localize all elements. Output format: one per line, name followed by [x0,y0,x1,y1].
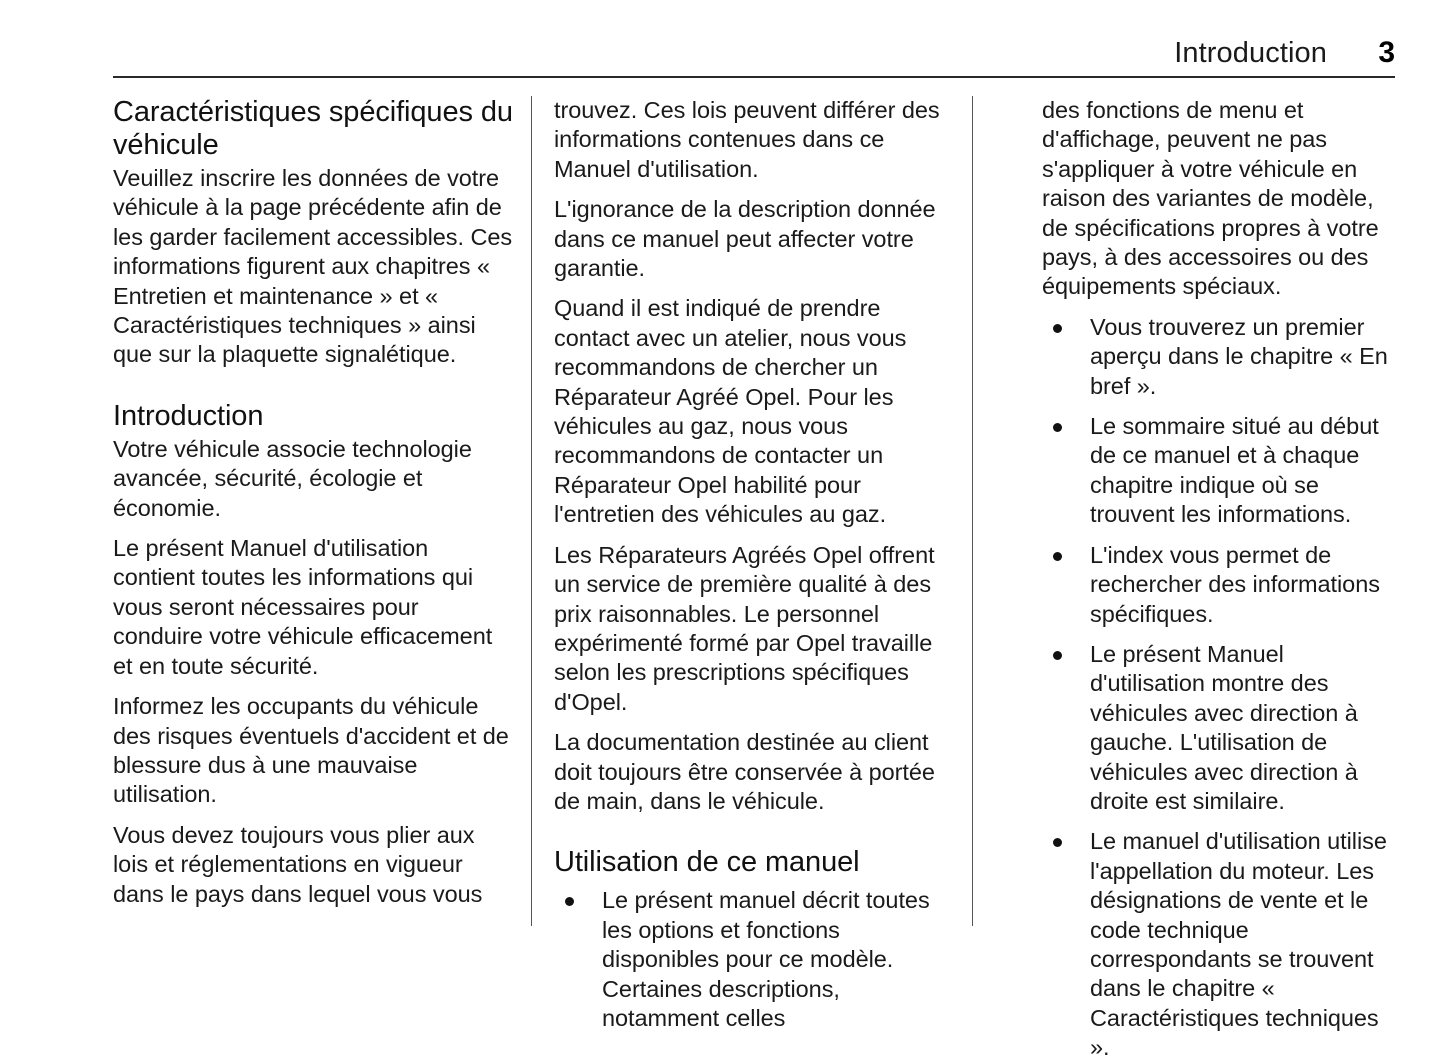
list-item [1042,827,1397,1062]
paragraph-c2-4: Les Réparateurs Agréés Opel offrent un service de première qualité à des prix raisonnables. Le personnel expérimenté formé par Opel travaille selon les prescriptions spécifiques d'Opel. [554,541,935,715]
section-heading-caracteristiques: Caractéristiques spécifiques du véhicule [113,96,513,161]
text-column-2 [554,96,954,1031]
list-item [1042,541,1397,629]
paragraph-c1-2: Votre véhicule associe technologie avancée, sécurité, écologie et économie. [113,435,472,521]
bullet-dot-icon [1053,838,1062,847]
page-title: Introduction [1174,37,1327,69]
paragraph-c2-2: L'ignorance de la description donnée dans ce manuel peut affecter votre garantie. [554,196,936,282]
text-column-1 [113,96,513,928]
bullet-dot-icon [1053,552,1062,561]
bullet-dot-icon [1053,324,1062,333]
list-item-text: L'index vous permet de rechercher des informations spécifiques. [1090,541,1380,627]
list-item [1042,640,1397,816]
paragraph-c2-1: trouvez. Ces lois peuvent différer des informations contenues dans ce Manuel d'utilisation. [554,97,940,182]
column-divider-2 [972,96,973,926]
list-item [554,886,954,1033]
list-item-text: Le sommaire situé au début de ce manuel et à chaque chapitre indique où se trouvent les informations. [1090,413,1379,528]
section-heading-introduction: Introduction [113,399,264,432]
list-item-text: Le présent manuel décrit toutes les options et fonctions disponibles pour ce modèle. Certaines descriptions, notamment celles [602,887,930,1031]
paragraph-c1-5: Vous devez toujours vous plier aux lois et réglementations en vigueur dans le pays dans lequel vous vous [113,821,483,907]
section-heading-utilisation: Utilisation de ce manuel [554,846,860,879]
bullet-dot-icon [1053,651,1062,660]
paragraph-c1-1: Veuillez inscrire les données de votre véhicule à la page précédente afin de les garder facilement accessibles. Ces informations figurent aux chapitres « Entretien et maintenance » et « Caractéristiques techniques » ainsi que sur la plaquette signalétique. [113,165,513,368]
list-item [1042,412,1397,530]
header-divider-rule [113,76,1395,78]
list-item-text: Le présent Manuel d'utilisation montre des véhicules avec direction à gauche. L'utilisation de véhicules avec direction à droite est similaire. [1090,640,1358,814]
column-divider-1 [531,96,532,926]
column-layout [0,96,1445,1061]
bullet-list-c3 [1042,313,1397,1063]
list-item-text: Le manuel d'utilisation utilise l'appellation du moteur. Les désignations de vente et le code technique correspondants se trouvent dans le chapitre « Caractéristiques techniques ». [1090,828,1387,1061]
bullet-list-c2 [554,886,954,1033]
page-number: 3 [1378,36,1395,69]
list-item [1042,313,1397,401]
bullet-dot-icon [565,897,574,906]
bullet-continuation-wrapper [1042,96,1397,302]
list-item-text: Vous trouverez un premier aperçu dans le chapitre « En bref ». [1090,313,1388,399]
paragraph-c1-3: Le présent Manuel d'utilisation contient toutes les informations qui vous seront nécessaires pour conduire votre véhicule efficacement et en toute sécurité. [113,535,493,679]
text-column-3 [1042,96,1397,1061]
bullet-dot-icon [1053,423,1062,432]
page-header [113,36,1395,76]
paragraph-c2-3: Quand il est indiqué de prendre contact avec un atelier, nous vous recommandons de chercher un Réparateur Agréé Opel. Pour les véhicules au gaz, nous vous recommandons de contacter un Réparateur Opel habilité pour l'entretien des véhicules au gaz. [554,295,907,528]
paragraph-c1-4: Informez les occupants du véhicule des risques éventuels d'accident et de blessure dus à une mauvaise utilisation. [113,693,509,808]
paragraph-c3-continuation: des fonctions de menu et d'affichage, peuvent ne pas s'appliquer à votre véhicule en raison des variantes de modèle, de spécifications propres à votre pays, à des accessoires ou des équipements spéciaux. [1042,97,1379,300]
paragraph-c2-5: La documentation destinée au client doit toujours être conservée à portée de main, dans le véhicule. [554,729,935,814]
